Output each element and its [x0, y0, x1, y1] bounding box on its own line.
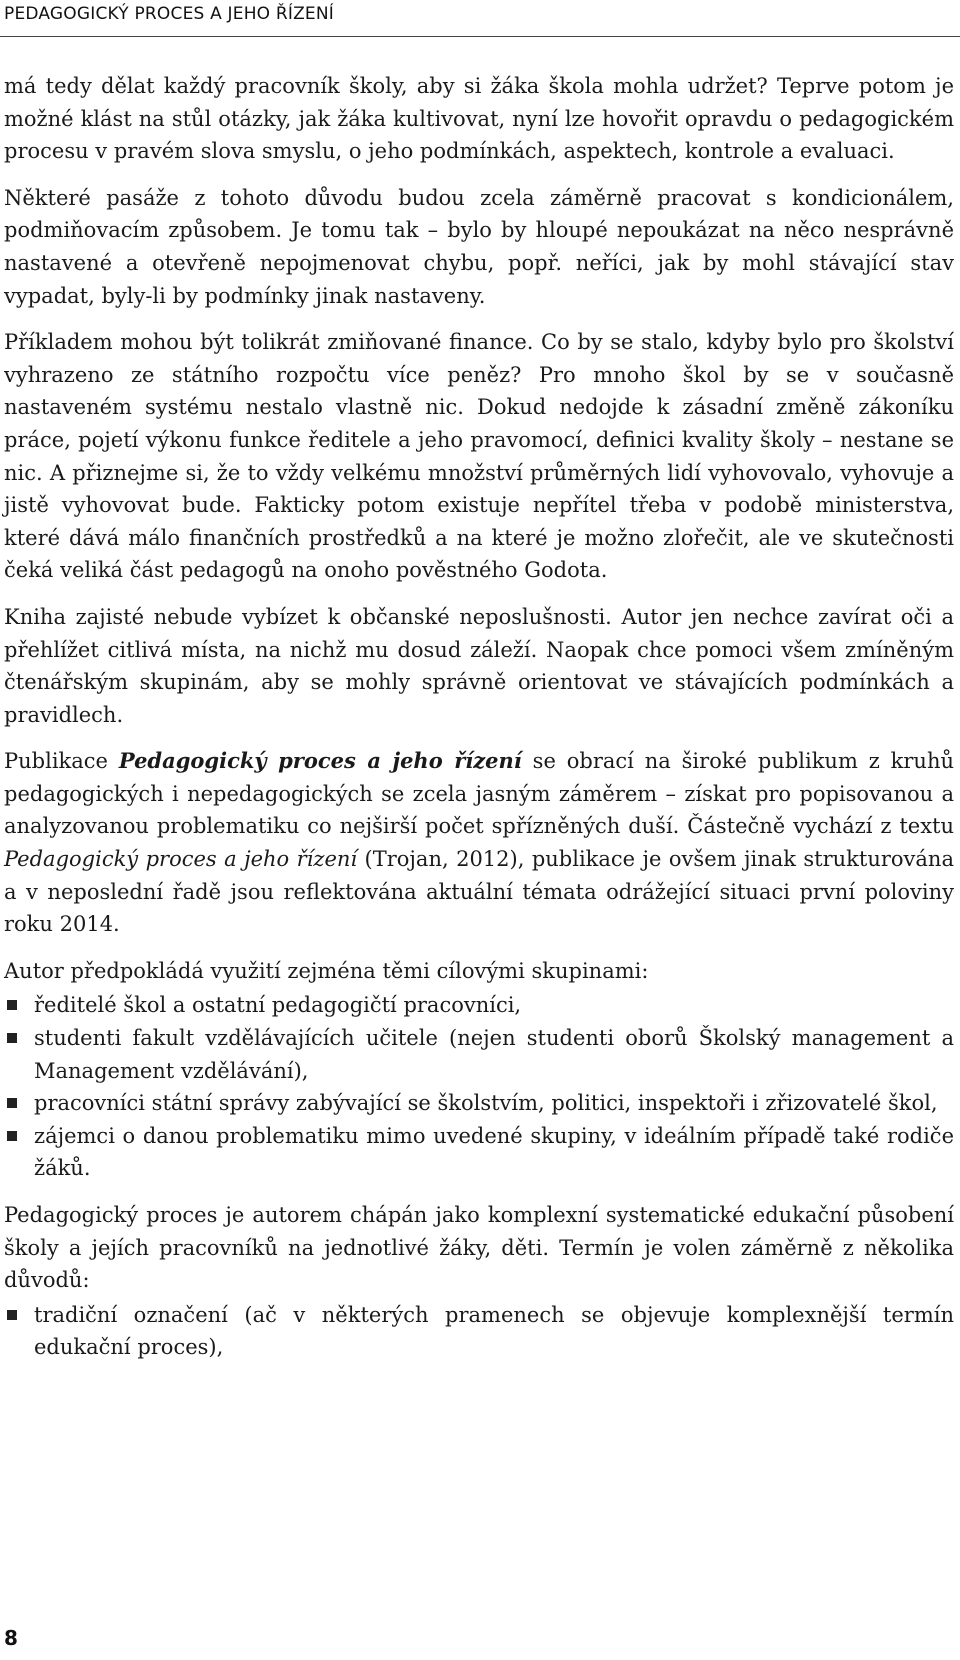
list-item-text: zájemci o danou problematiku mimo uvedené skupiny, v ideálním případě také rodiče žáků. — [34, 1123, 954, 1181]
audience-list — [4, 989, 954, 1185]
paragraph: má tedy dělat každý pracovník školy, aby si žáka škola mohla udržet? Teprve potom je možné klást na stůl otázky, jak žáka kultivovat, nyní lze hovořit opravdu o pedagogickém procesu v pravém slova smyslu, o jeho podmínkách, aspektech, kontrole a evaluaci. — [4, 74, 954, 164]
body-text — [4, 70, 954, 1378]
list-item — [4, 1022, 954, 1087]
list-item — [4, 1087, 954, 1120]
list-item-text: studenti fakult vzdělávajících učitele (nejen studenti oborů Školský management a Management vzdělávání), — [34, 1026, 954, 1083]
square-bullet-icon — [7, 1000, 17, 1010]
square-bullet-icon — [7, 1131, 17, 1141]
list-item-text: pracovníci státní správy zabývající se školstvím, politici, inspektoři i zřizovatelé škol, — [34, 1091, 938, 1116]
square-bullet-icon — [7, 1033, 17, 1043]
publication-paragraph — [4, 745, 954, 941]
paragraph: Některé pasáže z tohoto důvodu budou zcela záměrně pracovat s kondicionálem, podmiňovacím způsobem. Je tomu tak – bylo by hloupé nepoukázat na něco nesprávně nastavené a otevřeně nepojmenovat chybu, popř. neříci, jak by mohl stávající stav vypadat, byly-li by podmínky jinak nastaveny. — [4, 185, 954, 308]
square-bullet-icon — [7, 1098, 17, 1108]
square-bullet-icon — [7, 1310, 17, 1320]
audience-intro: Autor předpokládá využití zejména těmi cílovými skupinami: — [4, 958, 649, 983]
list-item — [4, 989, 954, 1022]
book-title-italic: Pedagogický proces a jeho řízení — [4, 847, 358, 872]
text-run: (Trojan, 2012), publikace je ovšem jinak strukturována a v neposlední řadě jsou reflektována aktuální témata odrážející situaci první poloviny roku 2014. — [4, 847, 954, 937]
list-item — [4, 1120, 954, 1185]
text-run: se obrací na široké publikum z kruhů pedagogických i nepedagogických se zcela jasným záměrem – získat pro popisovanou a analyzovanou problematiku co nejširší počet spřízněných duší. Částečně vychází z textu — [4, 749, 955, 839]
list-item — [4, 1299, 954, 1364]
running-head: PEDAGOGICKÝ PROCES A JEHO ŘÍZENÍ — [4, 4, 335, 24]
list-item-text: ředitelé škol a ostatní pedagogičtí pracovníci, — [34, 993, 522, 1018]
book-title-bold: Pedagogický proces a jeho řízení — [118, 748, 522, 774]
paragraph: Příkladem mohou být tolikrát zmiňované finance. Co by se stalo, kdyby bylo pro školství vyhrazeno ze státního rozpočtu více peněz? Pro mnoho škol by se v současně nastaveném systému nestalo vlastně nic. Dokud nedojde k zásadní změně zákoníku práce, pojetí výkonu funkce ředitele a jeho pravomocí, definici kvality školy – nestane se nic. A přiznejme si, že to vždy velkému množství průměrných lidí vyhovovalo, vyhovuje a jistě vyhovovat bude. Fakticky potom existuje nepřítel třeba v podobě ministerstva, které dává málo finančních prostředků a na které je možno zlořečit, ale ve skutečnosti čeká veliká část pedagogů na onoho pověstného Godota. — [4, 330, 954, 583]
list-item-text: tradiční označení (ač v některých pramenech se objevuje komplexnější termín edukační proces), — [34, 1302, 954, 1360]
process-intro: Pedagogický proces je autorem chápán jako komplexní systematické edukační působení školy a jejích pracovníků na jednotlivé žáky, děti. Termín je volen záměrně z několika důvodů: — [4, 1203, 954, 1293]
process-list — [4, 1299, 954, 1364]
page-number: 8 — [4, 1626, 18, 1650]
text-run: Publikace — [4, 749, 119, 774]
paragraph: Kniha zajisté nebude vybízet k občanské neposlušnosti. Autor jen nechce zavírat oči a přehlížet citlivá místa, na nichž mu dosud záleží. Naopak chce pomoci všem zmíněným čtenářským skupinám, aby se mohly správně orientovat ve stávajících podmínkách a pravidlech. — [4, 604, 954, 727]
header-rule — [0, 36, 960, 37]
